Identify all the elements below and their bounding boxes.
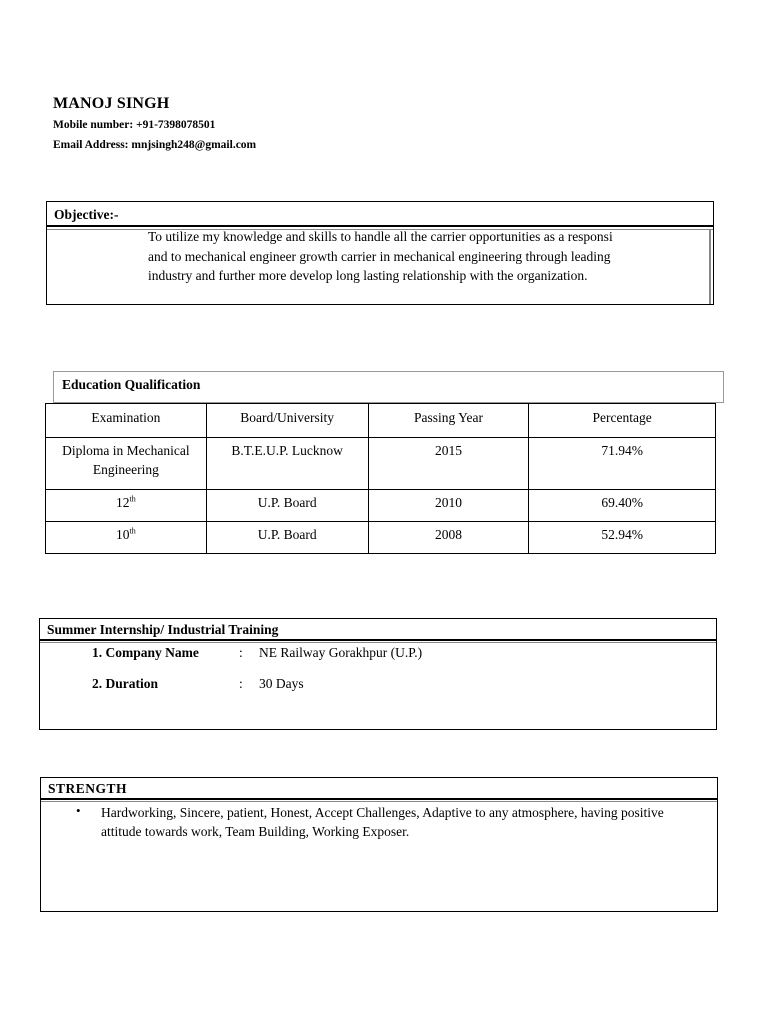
company-name-label: 1. Company Name xyxy=(92,645,199,660)
exam-name: Diploma in Mechanical xyxy=(62,443,190,458)
mobile-number: Mobile number: +91-7398078501 xyxy=(53,119,216,131)
column-header-board: Board/University xyxy=(206,404,368,438)
objective-line: industry and further more develop long lasting relationship with the organization. xyxy=(148,268,588,283)
exam-number: 12 xyxy=(116,495,130,510)
exam-cell xyxy=(46,438,207,490)
column-header-percentage: Percentage xyxy=(529,404,716,438)
year-cell: 2015 xyxy=(368,438,529,490)
duration-value: 30 Days xyxy=(259,676,304,691)
strength-section xyxy=(40,777,718,912)
bullet-icon: • xyxy=(76,803,81,818)
exam-number: 10 xyxy=(116,527,130,542)
board-cell: U.P. Board xyxy=(206,522,368,554)
exam-suffix: th xyxy=(129,494,136,504)
board-cell: U.P. Board xyxy=(206,490,368,522)
internship-section xyxy=(39,618,717,730)
email-address: Email Address: mnjsingh248@gmail.com xyxy=(53,139,257,151)
section-divider xyxy=(40,642,716,643)
percentage-cell: 52.94% xyxy=(529,522,716,554)
objective-section xyxy=(46,201,714,305)
column-header-examination: Examination xyxy=(46,404,207,438)
label-colon: : xyxy=(239,676,243,691)
education-heading: Education Qualification xyxy=(53,371,724,403)
year-cell: 2010 xyxy=(368,490,529,522)
objective-heading: Objective:- xyxy=(47,202,713,227)
duration-label: 2. Duration xyxy=(92,676,159,691)
company-name-value: NE Railway Gorakhpur (U.P.) xyxy=(259,645,423,660)
percentage-cell: 69.40% xyxy=(529,490,716,522)
exam-name: Engineering xyxy=(92,462,159,477)
exam-cell xyxy=(46,522,207,554)
internship-heading: Summer Internship/ Industrial Training xyxy=(40,619,716,641)
table-header-row xyxy=(46,404,716,438)
candidate-name: MANOJ SINGH xyxy=(53,95,170,112)
objective-line: and to mechanical engineer growth carrier in mechanical engineering through leading xyxy=(148,248,611,264)
section-divider xyxy=(41,801,717,802)
strength-heading: STRENGTH xyxy=(41,778,717,800)
column-header-year: Passing Year xyxy=(368,404,529,438)
table-row xyxy=(46,490,716,522)
strength-text: Hardworking, Sincere, patient, Honest, Accept Challenges, Adaptive to any atmosphere, having positive attitude towards work, Team Building, Working Exposer. xyxy=(101,805,664,839)
table-row xyxy=(46,522,716,554)
exam-cell xyxy=(46,490,207,522)
percentage-cell: 71.94% xyxy=(529,438,716,490)
label-colon: : xyxy=(239,645,243,660)
year-cell: 2008 xyxy=(368,522,529,554)
table-row xyxy=(46,438,716,490)
board-cell: B.T.E.U.P. Lucknow xyxy=(206,438,368,490)
education-table xyxy=(45,403,716,554)
exam-suffix: th xyxy=(129,526,136,536)
section-border xyxy=(709,229,711,304)
objective-line: To utilize my knowledge and skills to handle all the carrier opportunities as a responsi xyxy=(148,229,613,244)
objective-text xyxy=(148,227,705,286)
